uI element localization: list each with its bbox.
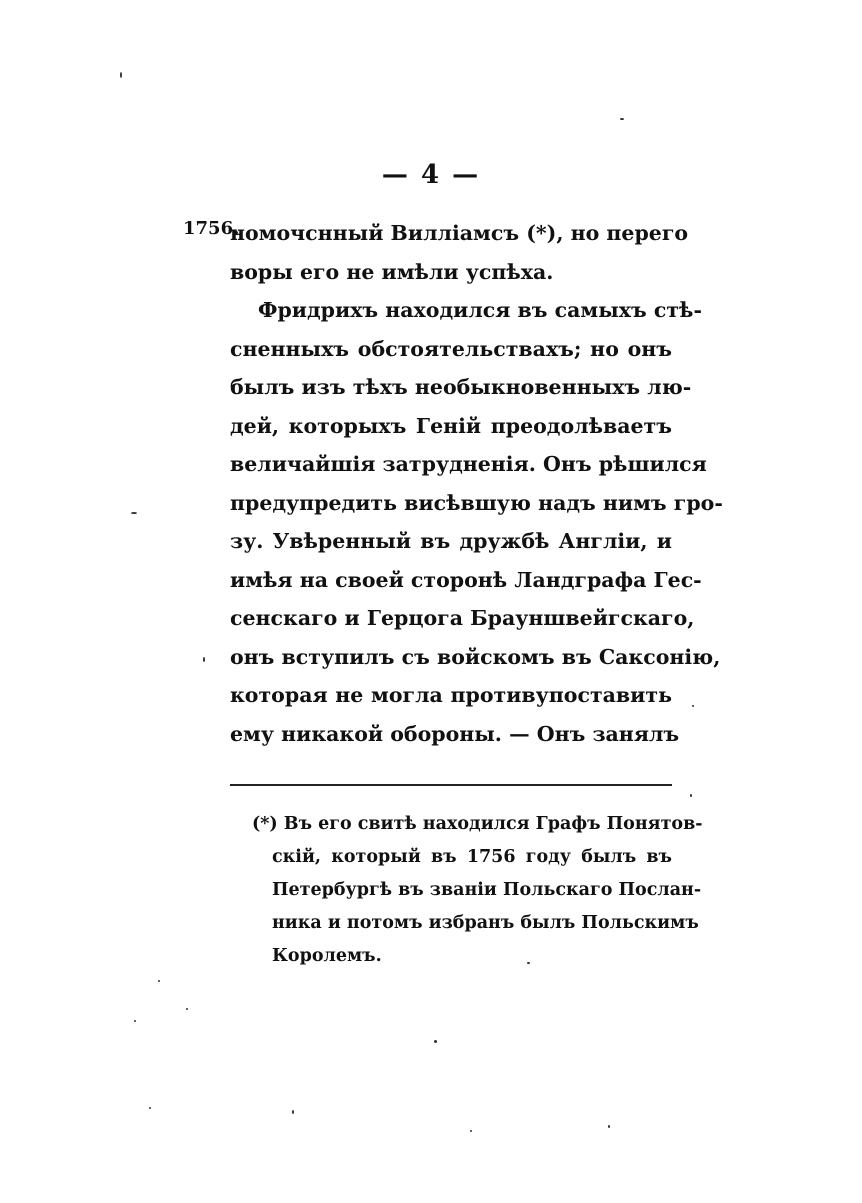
- footnote-line: скій, который въ 1756 году былъ въ: [272, 847, 672, 867]
- scan-speck: [434, 1040, 437, 1043]
- footnote-line: Королемъ.: [272, 946, 382, 966]
- scan-speck: [608, 1125, 610, 1128]
- footnote-line: ника и потомъ избранъ былъ Польскимъ: [272, 913, 699, 933]
- scan-speck: [186, 1008, 188, 1010]
- text-line: величайшія затрудненія. Онъ рѣшился: [230, 452, 707, 476]
- footnote-line: (*) Въ его свитѣ находился Графъ Понятов-: [252, 814, 703, 834]
- scan-speck: [149, 1107, 151, 1109]
- scan-speck: [620, 118, 624, 120]
- page-number-header: — 4 —: [381, 160, 481, 190]
- text-line: сенскаго и Герцога Брауншвейгскаго,: [230, 606, 695, 630]
- scan-speck: [292, 1110, 294, 1114]
- scan-speck: [690, 794, 692, 797]
- main-text-block: [230, 214, 723, 753]
- text-line: дей, которыхъ Геній преодолѣваетъ: [230, 413, 672, 438]
- footnote-block: [252, 808, 703, 973]
- scan-speck: [470, 1130, 472, 1132]
- scan-speck: [131, 512, 137, 514]
- text-line: онъ вступилъ съ войскомъ въ Саксонію,: [230, 644, 721, 669]
- footnote-line: Петербургѣ въ званіи Польскаго Послан-: [272, 880, 702, 900]
- scan-speck: [692, 705, 694, 707]
- text-line: предупредить висѣвшую надъ нимъ гро-: [230, 490, 723, 515]
- scan-speck: [203, 657, 205, 662]
- text-line: имѣя на своей сторонѣ Ландграфа Гес-: [230, 567, 702, 592]
- scan-speck: [120, 72, 122, 78]
- text-line: которая не могла противупоставить: [230, 683, 672, 707]
- scan-speck: [134, 1020, 136, 1022]
- margin-year-note: 1756.: [183, 218, 240, 239]
- text-line: Фридрихъ находился въ самыхъ стѣ-: [258, 298, 702, 322]
- text-line: ему никакой обороны. — Онъ занялъ: [230, 721, 680, 746]
- text-line: воры его не имѣли успѣха.: [230, 259, 554, 284]
- text-line: сненныхъ обстоятельствахъ; но онъ: [230, 336, 672, 361]
- text-line: былъ изъ тѣхъ необыкновенныхъ лю-: [230, 375, 692, 399]
- scan-speck: [158, 980, 160, 982]
- footnote-divider: [230, 784, 672, 786]
- text-line: номочснный Вилліамсъ (*), но перего: [230, 221, 689, 245]
- text-line: зу. Увѣренный въ дружбѣ Англіи, и: [230, 529, 672, 553]
- scan-speck: [527, 962, 530, 964]
